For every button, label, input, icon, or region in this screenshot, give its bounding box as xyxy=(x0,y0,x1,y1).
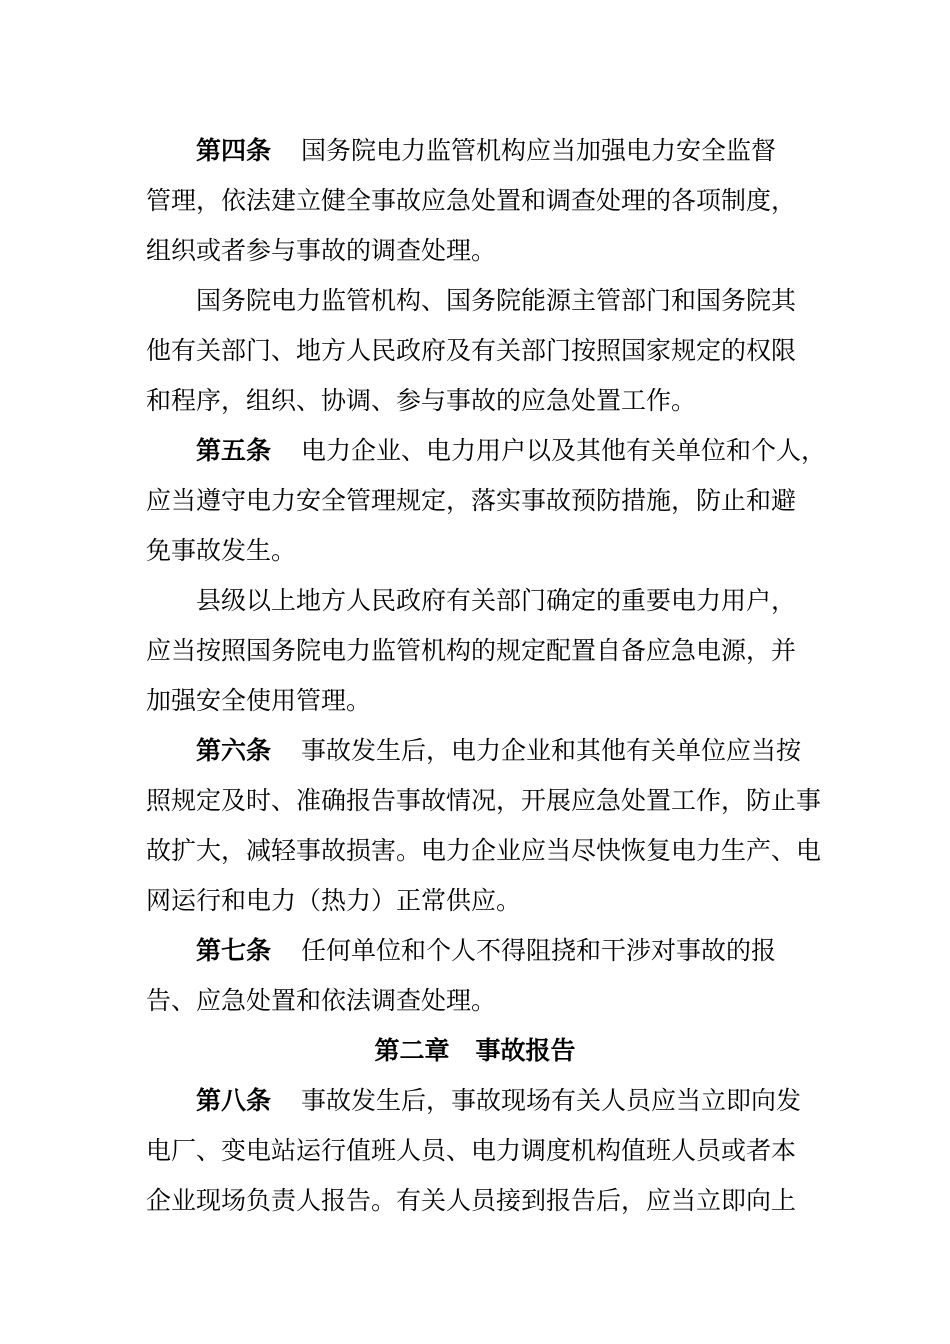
article-7-line-2: 告、应急处置和依法调查处理。 xyxy=(146,986,497,1015)
article-4-text-1: 国务院电力监管机构应当加强电力安全监督 xyxy=(301,136,777,165)
article-7-line-1 xyxy=(196,936,776,966)
article-6-line-2: 照规定及时、准确报告事故情况，开展应急处置工作，防止事 xyxy=(146,786,822,815)
article-4-para-2-line-1: 国务院电力监管机构、国务院能源主管部门和国务院其 xyxy=(196,286,797,315)
article-5-line-3: 免事故发生。 xyxy=(146,536,297,565)
article-4-label: 第四条 xyxy=(196,136,272,165)
article-5-para-2-line-1: 县级以上地方人民政府有关部门确定的重要电力用户， xyxy=(196,586,797,615)
article-5-para-2-line-3: 加强安全使用管理。 xyxy=(146,686,372,715)
article-6-line-3: 故扩大，减轻事故损害。电力企业应当尽快恢复电力生产、电 xyxy=(146,836,822,865)
chapter-title: 事故报告 xyxy=(475,1036,576,1065)
article-8-text-1: 事故发生后，事故现场有关人员应当立即向发 xyxy=(301,1086,802,1115)
article-6-text-1: 事故发生后，电力企业和其他有关单位应当按 xyxy=(301,736,802,765)
article-4-line-2: 管理，依法建立健全事故应急处置和调查处理的各项制度， xyxy=(146,186,797,215)
article-5-text-1: 电力企业、电力用户以及其他有关单位和个人， xyxy=(301,436,827,465)
article-8-line-3: 企业现场负责人报告。有关人员接到报告后，应当立即向上 xyxy=(146,1186,797,1215)
article-6-line-1 xyxy=(196,736,801,766)
article-7-text-1: 任何单位和个人不得阻挠和干涉对事故的报 xyxy=(301,936,777,965)
article-8-line-2: 电厂、变电站运行值班人员、电力调度机构值班人员或者本 xyxy=(146,1136,797,1165)
article-4-line-3: 组织或者参与事故的调查处理。 xyxy=(146,236,497,265)
article-8-label: 第八条 xyxy=(196,1086,272,1115)
article-5-label: 第五条 xyxy=(196,436,272,465)
article-4-para-2-line-2: 他有关部门、地方人民政府及有关部门按照国家规定的权限 xyxy=(146,336,797,365)
article-6-line-4: 网运行和电力（热力）正常供应。 xyxy=(146,886,522,915)
chapter-number: 第二章 xyxy=(374,1036,450,1065)
article-5-line-1 xyxy=(196,436,826,466)
chapter-heading xyxy=(0,1036,950,1066)
article-7-label: 第七条 xyxy=(196,936,272,965)
article-4-para-2-line-3: 和程序，组织、协调、参与事故的应急处置工作。 xyxy=(146,386,697,415)
article-5-line-2: 应当遵守电力安全管理规定，落实事故预防措施，防止和避 xyxy=(146,486,797,515)
article-8-line-1 xyxy=(196,1086,801,1116)
article-6-label: 第六条 xyxy=(196,736,272,765)
article-5-para-2-line-2: 应当按照国务院电力监管机构的规定配置自备应急电源，并 xyxy=(146,636,797,665)
article-4-line-1 xyxy=(196,136,776,166)
